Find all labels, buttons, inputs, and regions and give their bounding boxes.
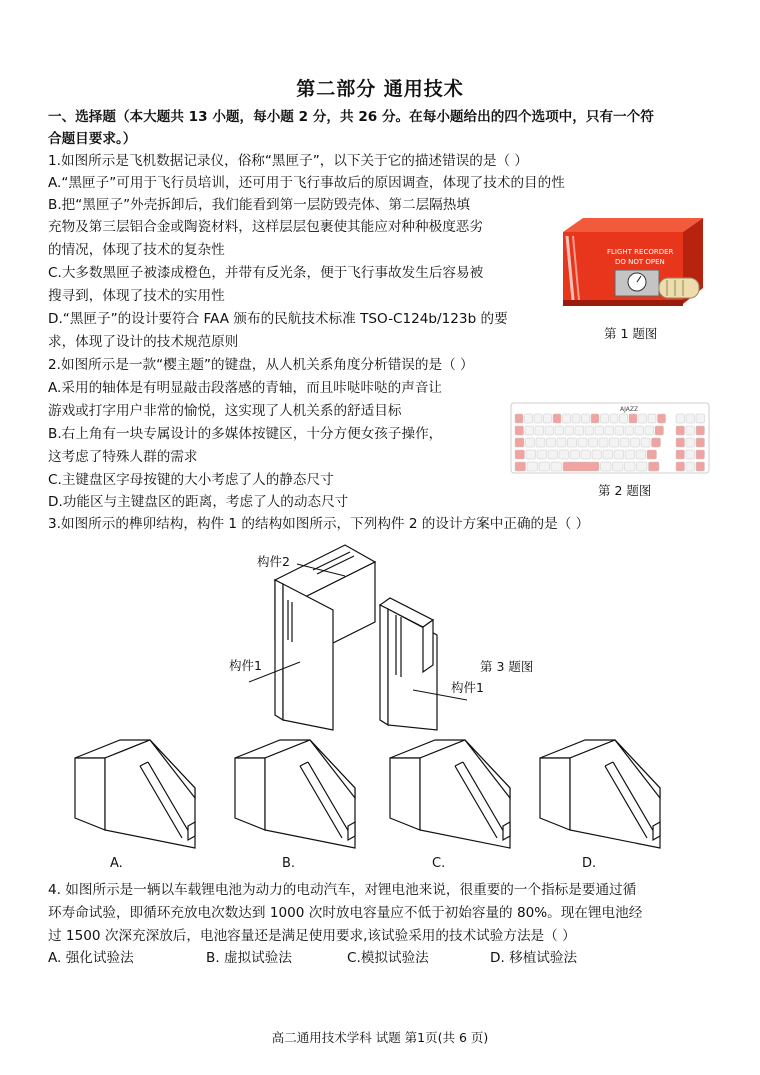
- flight-recorder-image: [555, 212, 705, 312]
- keycap: [645, 426, 654, 435]
- keycap: [631, 438, 640, 447]
- q3-option-c-label: C.: [432, 856, 446, 871]
- q4-line2: 环寿命试验，即循环充放电次数达到 1000 次时放电容量应不低于初始容量的 80%。现在锂电池经: [48, 905, 643, 921]
- keycap: [605, 426, 614, 435]
- q2-option-a-line1: A.采用的轴体是有明显敲击段落感的青轴，而且咔哒咔哒的声音让: [48, 380, 443, 396]
- numpad-key: [676, 438, 685, 447]
- keycap: [578, 438, 587, 447]
- keycap: [636, 450, 646, 459]
- keycap: [652, 438, 661, 447]
- keycap: [655, 426, 664, 435]
- keycap: [568, 438, 577, 447]
- numpad-key: [686, 414, 695, 423]
- keycap: [539, 462, 550, 471]
- keycap: [515, 462, 526, 471]
- keycap: [547, 438, 556, 447]
- keycap: [647, 450, 657, 459]
- keycap: [649, 462, 660, 471]
- q1-option-a: A.“黑匣子”可用于飞行员培训，还可用于飞行事故后的原因调查，体现了技术的目的性: [48, 175, 565, 191]
- keycap: [603, 450, 613, 459]
- numpad-key: [676, 414, 685, 423]
- mortise-tenon-diagram: [225, 540, 535, 735]
- keycap: [581, 450, 591, 459]
- q3-option-figure-b: [235, 740, 355, 848]
- q1-option-c-line2: 搜寻到，体现了技术的实用性: [48, 288, 225, 304]
- keycap: [555, 426, 564, 435]
- keycap: [575, 426, 584, 435]
- numpad-key: [696, 414, 705, 423]
- keycap: [648, 414, 656, 423]
- q3-option-figure-a: [75, 740, 195, 848]
- keycap: [641, 438, 650, 447]
- keycap: [601, 414, 609, 423]
- q3-option-figures: [70, 738, 690, 848]
- keycap: [625, 426, 634, 435]
- keycap: [620, 414, 628, 423]
- keycap: [614, 450, 624, 459]
- q2-option-c: C.主键盘区字母按键的大小考虑了人的静态尺寸: [48, 472, 334, 488]
- keycap: [544, 414, 552, 423]
- numpad-key: [686, 438, 695, 447]
- section-heading-line1: 一、选择题（本大题共 13 小题，每小题 2 分，共 26 分。在每小题给出的四个选项中，只有一个符: [48, 109, 654, 125]
- keycap: [515, 450, 525, 459]
- keycap: [585, 426, 594, 435]
- q3-stem: 3.如图所示的榫卯结构，构件 1 的结构如图所示，下列构件 2 的设计方案中正确的是（ ）: [48, 516, 590, 532]
- q1-option-d-line2: 求，体现了设计的技术规范原则: [48, 334, 239, 350]
- q4-option-a: A. 强化试验法: [48, 950, 134, 966]
- q1-figure-caption: 第 1 题图: [604, 326, 658, 341]
- q4-line3: 过 1500 次深充深放后，电池容量还是满足使用要求,该试验采用的技术试验方法是（ ）: [48, 928, 576, 944]
- q3-option-d-label: D.: [582, 856, 597, 871]
- q3-option-figure-d: [540, 740, 660, 848]
- keycap: [545, 426, 554, 435]
- q1-option-b-line2: 充物及第三层铝合金或陶瓷材料，这样层层包裹使其能应对种种极度恶劣: [48, 219, 483, 235]
- keycap: [613, 462, 624, 471]
- keycap: [589, 438, 598, 447]
- numpad-key: [676, 450, 685, 459]
- q2-figure-caption: 第 2 题图: [598, 483, 652, 498]
- page-footer: 高二通用技术学科 试题 第1页(共 6 页): [271, 1030, 489, 1045]
- keycap: [537, 450, 547, 459]
- numpad-key: [696, 426, 705, 435]
- keycap: [629, 414, 637, 423]
- q4-line1: 4. 如图所示是一辆以车载锂电池为动力的电动汽车，对锂电池来说，很重要的一个指标是要通过循: [48, 882, 637, 898]
- keycap: [570, 450, 580, 459]
- numpad-key: [686, 462, 695, 471]
- keycap: [557, 438, 566, 447]
- keycap: [610, 438, 619, 447]
- keycap: [553, 414, 561, 423]
- keycap: [515, 414, 523, 423]
- q3-option-b-label: B.: [282, 856, 296, 871]
- keycap: [515, 426, 524, 435]
- keycap: [592, 450, 602, 459]
- keycap: [595, 426, 604, 435]
- q4-option-d: D. 移植试验法: [490, 950, 578, 966]
- numpad-key: [686, 426, 695, 435]
- keycap: [526, 438, 535, 447]
- q3-option-a-label: A.: [110, 856, 123, 871]
- q1-option-d-line1: D.“黑匣子”的设计要符合 FAA 颁布的民航技术标准 TSO-C124b/123b 的要: [48, 311, 508, 327]
- q3-option-figure-c: [390, 740, 510, 848]
- keycap: [525, 426, 534, 435]
- keycap: [635, 426, 644, 435]
- keycap: [625, 450, 635, 459]
- keycap: [615, 426, 624, 435]
- q1-option-b-line3: 的情况，体现了技术的复杂性: [48, 242, 225, 258]
- keyboard-image: [510, 402, 710, 474]
- label-component-2: 构件2: [257, 554, 290, 569]
- q4-option-c: C.模拟试验法: [347, 950, 429, 966]
- q1-option-c-line1: C.大多数黑匣子被漆成橙色，并带有反光条，便于飞行事故发生后容易被: [48, 265, 484, 281]
- numpad-key: [696, 462, 705, 471]
- keycap: [658, 414, 666, 423]
- q2-option-d: D.功能区与主键盘区的距离，考虑了人的动态尺寸: [48, 494, 349, 510]
- keyboard-brand: AJAZZ: [620, 406, 639, 413]
- keycap: [601, 462, 612, 471]
- keycap: [637, 462, 648, 471]
- keycap: [625, 462, 636, 471]
- keycap: [610, 414, 618, 423]
- section-heading-line2: 合题目要求。）: [48, 131, 137, 147]
- keycap: [559, 450, 569, 459]
- keycap: [591, 414, 599, 423]
- q2-option-b-line2: 这考虑了特殊人群的需求: [48, 449, 198, 465]
- recorder-text-2: DO NOT OPEN: [615, 258, 665, 266]
- numpad-key: [676, 462, 685, 471]
- q2-option-a-line2: 游戏或打字用户非常的愉悦，这实现了人机关系的舒适目标: [48, 403, 402, 419]
- q4-option-b: B. 虚拟试验法: [206, 950, 292, 966]
- keycap: [526, 450, 536, 459]
- page-title: 第二部分 通用技术: [296, 78, 464, 100]
- q1-option-b-line1: B.把“黑匣子”外壳拆卸后，我们能看到第一层防毁壳体、第二层隔热填: [48, 197, 470, 213]
- keycap: [620, 438, 629, 447]
- keycap: [515, 438, 524, 447]
- numpad-key: [676, 426, 685, 435]
- numpad-key: [686, 450, 695, 459]
- keycap: [572, 414, 580, 423]
- label-component-1-left: 构件1: [229, 658, 262, 673]
- recorder-text-1: FLIGHT RECORDER: [607, 248, 674, 256]
- keycap: [565, 426, 574, 435]
- keycap: [599, 438, 608, 447]
- keycap: [525, 414, 533, 423]
- label-component-1-right: 构件1: [451, 680, 484, 695]
- keycap: [582, 414, 590, 423]
- keycap: [536, 438, 545, 447]
- keycap: [563, 462, 599, 471]
- keycap: [639, 414, 647, 423]
- q2-stem: 2.如图所示是一款“樱主题”的键盘，从人机关系角度分析错误的是（ ）: [48, 357, 474, 373]
- keycap: [563, 414, 571, 423]
- keycap: [534, 414, 542, 423]
- keycap: [527, 462, 538, 471]
- keycap: [551, 462, 562, 471]
- q3-figure-caption: 第 3 题图: [480, 659, 534, 674]
- q1-stem: 1.如图所示是飞机数据记录仪，俗称“黑匣子”，以下关于它的描述错误的是（ ）: [48, 153, 528, 169]
- numpad-key: [696, 450, 705, 459]
- keycap: [535, 426, 544, 435]
- numpad-key: [696, 438, 705, 447]
- q2-option-b-line1: B.右上角有一块专属设计的多媒体按键区，十分方便女孩子操作，: [48, 426, 443, 442]
- keycap: [548, 450, 558, 459]
